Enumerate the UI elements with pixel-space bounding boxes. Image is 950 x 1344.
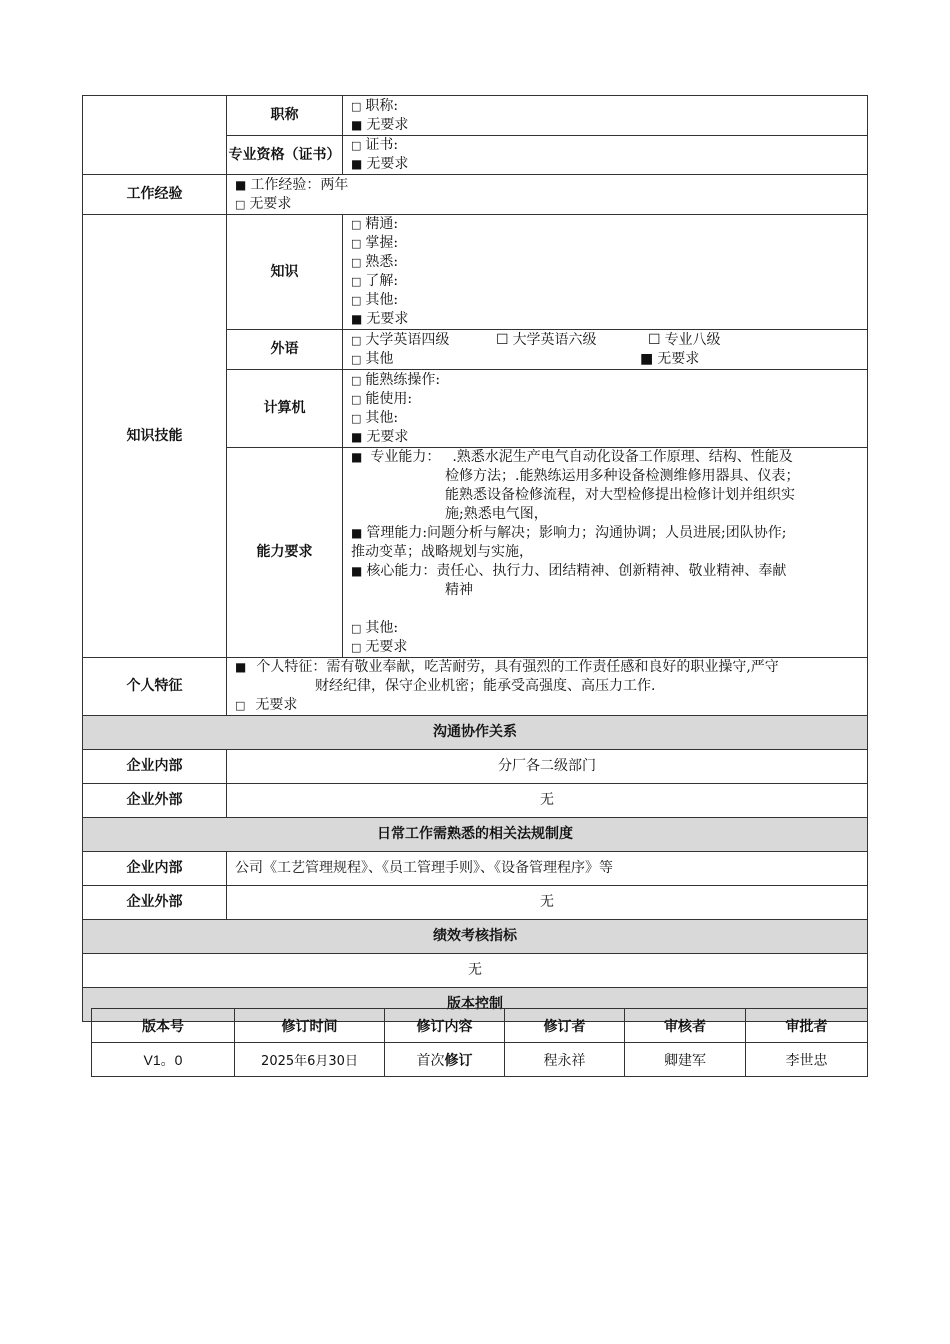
language-other-option: □ 其他 — [351, 350, 394, 367]
computer-label: 计算机 — [227, 370, 343, 448]
pro-ability: ■ 专业能力： .熟悉水泥生产电气自动化设备工作原理、结构、性能及 — [351, 449, 793, 465]
regulations-section-title: 日常工作需熟悉的相关法规制度 — [83, 818, 868, 852]
kpi-section-title: 绩效考核指标 — [83, 920, 868, 954]
title-option: □ 职称: — [351, 97, 399, 114]
title-option: ■ 无要求 — [351, 116, 409, 133]
reg-external-value: 无 — [227, 886, 868, 920]
version-data-row — [92, 1043, 868, 1077]
reg-external-label: 企业外部 — [83, 886, 227, 920]
experience-option: ■ 工作经验：两年 — [235, 176, 349, 193]
computer-option: □ 能熟练操作: — [351, 371, 441, 388]
knowledge-row — [83, 215, 868, 330]
language-none-option: ■ 无要求 — [640, 350, 700, 367]
version-table — [91, 1008, 868, 1077]
comm-external-label: 企业外部 — [83, 784, 227, 818]
personal-trait-cont: 财经纪律，保守企业机密；能承受高强度、高压力工作. — [315, 678, 656, 694]
revision-content: 首次修订 — [385, 1043, 505, 1077]
computer-options — [343, 370, 868, 448]
comm-internal-value: 分厂各二级部门 — [227, 750, 868, 784]
knowledge-option: □ 掌握: — [351, 235, 399, 251]
version-header-row — [92, 1009, 868, 1043]
comm-external-value: 无 — [227, 784, 868, 818]
reviser-header: 修订者 — [505, 1009, 625, 1043]
experience-options — [227, 175, 868, 215]
regulations-section-row — [83, 818, 868, 852]
version-header: 版本号 — [92, 1009, 235, 1043]
revision-date: 2025年6月30日 — [235, 1043, 385, 1077]
cert-option: ■ 无要求 — [351, 156, 409, 172]
title-row — [83, 96, 868, 136]
reviser-name: 程永祥 — [505, 1043, 625, 1077]
job-requirements-table — [82, 95, 868, 1022]
qualification-label-cell — [83, 96, 227, 175]
mgmt-ability-cont: 推动变革；战略规划与实施， — [351, 544, 533, 560]
knowledge-label: 知识 — [227, 215, 343, 330]
title-label: 职称 — [227, 96, 343, 136]
version-section-title: 版本控制 — [83, 988, 868, 1022]
cert-options — [343, 136, 868, 175]
mgmt-ability: ■ 管理能力:问题分析与解决；影响力；沟通协调；人员进展;团队协作; — [351, 525, 787, 541]
knowledge-option: □ 熟悉: — [351, 254, 399, 270]
core-ability: ■ 核心能力：责任心、执行力、团结精神、创新精神、敬业精神、奉献 — [351, 563, 787, 579]
personal-row — [83, 658, 868, 716]
title-options — [343, 96, 868, 136]
computer-option: ■ 无要求 — [351, 428, 409, 445]
knowledge-option: ■ 无要求 — [351, 311, 409, 327]
language-options — [343, 330, 868, 370]
reg-internal-value: 公司《工艺管理规程》、《员工管理手则》、《设备管理程序》等 — [227, 852, 868, 886]
kpi-section-row — [83, 920, 868, 954]
content-header: 修订内容 — [385, 1009, 505, 1043]
pro-ability-cont: 能熟悉设备检修流程，对大型检修提出检修计划并组织实 — [445, 487, 795, 503]
computer-option: □ 其他: — [351, 409, 399, 426]
cert-label: 专业资格（证书） — [227, 136, 343, 175]
experience-option: □ 无要求 — [235, 195, 292, 212]
ability-content — [343, 448, 868, 658]
personal-trait: ■ 个人特征：需有敬业奉献，吃苦耐劳，具有强烈的工作责任感和良好的职业操守,严守 — [235, 659, 779, 675]
version-number: V1。0 — [92, 1043, 235, 1077]
knowledge-options — [343, 215, 868, 330]
communication-section-title: 沟通协作关系 — [83, 716, 868, 750]
personal-label: 个人特征 — [83, 658, 227, 716]
core-ability-cont: 精神 — [445, 582, 473, 598]
experience-row — [83, 175, 868, 215]
ability-other: □ 其他: — [351, 620, 399, 636]
ability-label: 能力要求 — [227, 448, 343, 658]
knowledge-option: □ 精通: — [351, 216, 399, 232]
computer-option: □ 能使用: — [351, 390, 413, 407]
skills-label: 知识技能 — [83, 215, 227, 658]
comm-internal-row — [83, 750, 868, 784]
reviewer-name: 卿建军 — [625, 1043, 746, 1077]
personal-none: □ 无要求 — [235, 697, 298, 713]
reg-internal-label: 企业内部 — [83, 852, 227, 886]
personal-content — [227, 658, 868, 716]
ability-none: □ 无要求 — [351, 639, 408, 655]
cert-option: □ 证书: — [351, 137, 399, 153]
pro-ability-cont: 检修方法；.能熟练运用多种设备检测维修用器具、仪表； — [445, 468, 800, 484]
comm-external-row — [83, 784, 868, 818]
knowledge-option: □ 其他: — [351, 292, 399, 308]
approver-name: 李世忠 — [746, 1043, 868, 1077]
tem8-option: ☐ 专业八级 — [648, 331, 721, 348]
reviewer-header: 审核者 — [625, 1009, 746, 1043]
knowledge-option: □ 了解: — [351, 273, 399, 289]
reg-external-row — [83, 886, 868, 920]
language-label: 外语 — [227, 330, 343, 370]
job-description-page — [82, 95, 867, 1069]
experience-label: 工作经验 — [83, 175, 227, 215]
date-header: 修订时间 — [235, 1009, 385, 1043]
communication-section-row — [83, 716, 868, 750]
reg-internal-row — [83, 852, 868, 886]
cet6-option: ☐ 大学英语六级 — [496, 331, 597, 348]
kpi-row — [83, 954, 868, 988]
pro-ability-cont: 施;熟悉电气图， — [445, 506, 548, 522]
approver-header: 审批者 — [746, 1009, 868, 1043]
kpi-value: 无 — [83, 954, 868, 988]
cet4-option: □ 大学英语四级 — [351, 331, 450, 348]
comm-internal-label: 企业内部 — [83, 750, 227, 784]
